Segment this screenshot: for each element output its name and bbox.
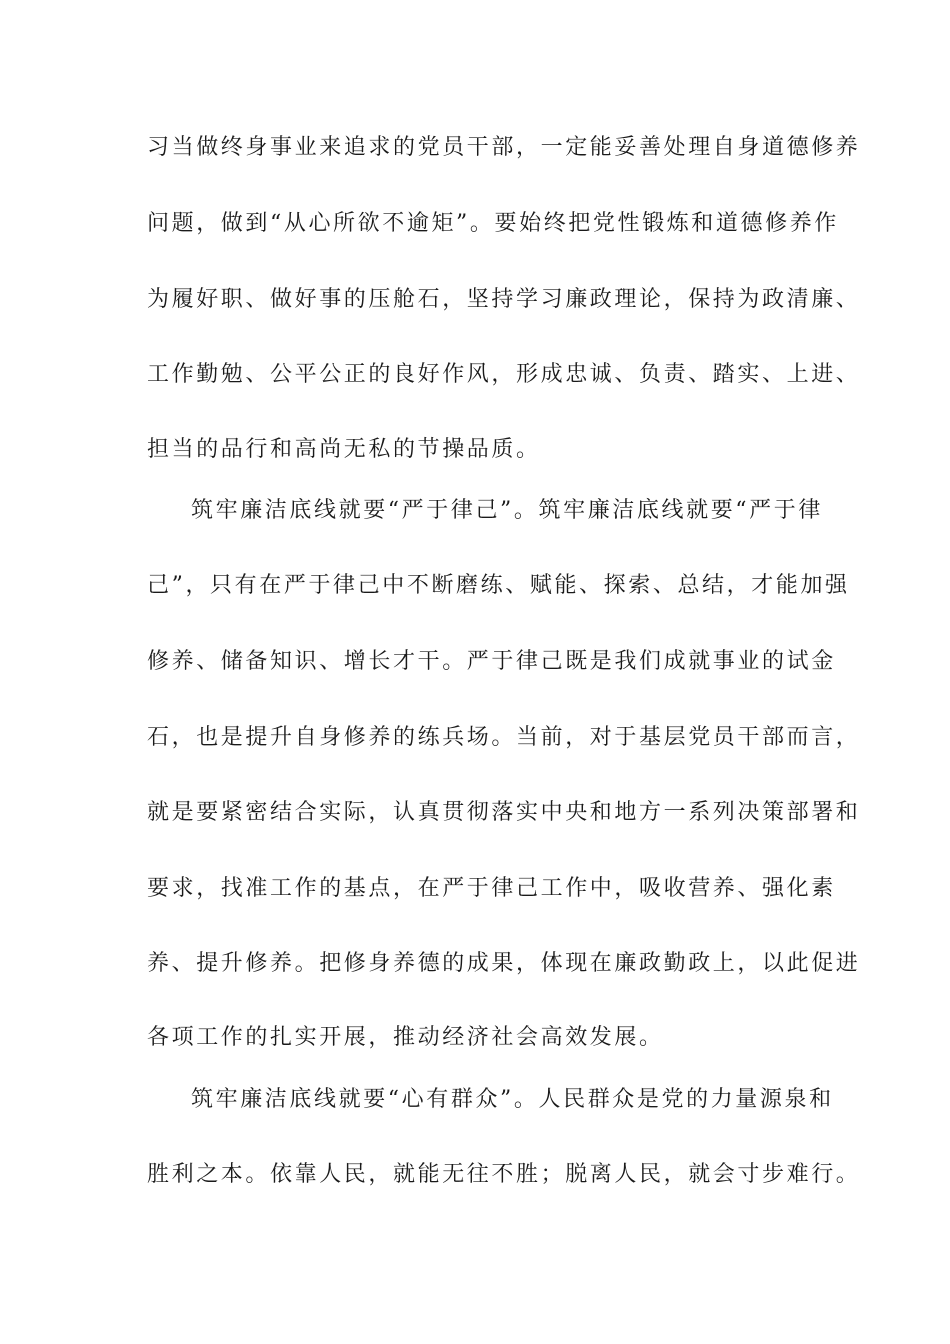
text-line: 问题，做到“从心所欲不逾矩”。要始终把党性锻炼和道德修养作 <box>147 211 839 236</box>
text-line: 为履好职、做好事的压舱石，坚持学习廉政理论，保持为政清廉、 <box>147 287 861 312</box>
text-line: 己”，只有在严于律己中不断磨练、赋能、探索、总结，才能加强 <box>147 573 850 598</box>
paragraph-first-line: 筑牢廉洁底线就要“心有群众”。人民群众是党的力量源泉和 <box>191 1087 834 1112</box>
text-line: 修养、储备知识、增长才干。严于律己既是我们成就事业的试金 <box>147 649 836 674</box>
text-line: 石，也是提升自身修养的练兵场。当前，对于基层党员干部而言， <box>147 725 861 750</box>
text-line: 要求，找准工作的基点，在严于律己工作中，吸收营养、强化素 <box>147 876 836 901</box>
text-line: 各项工作的扎实开展，推动经济社会高效发展。 <box>147 1025 664 1050</box>
text-line: 胜利之本。依靠人民，就能无往不胜；脱离人民，就会寸步难行。 <box>147 1162 861 1187</box>
text-line: 就是要紧密结合实际，认真贯彻落实中央和地方一系列决策部署和 <box>147 800 861 825</box>
text-line: 担当的品行和高尚无私的节操品质。 <box>147 437 541 462</box>
paragraph-first-line: 筑牢廉洁底线就要“严于律己”。筑牢廉洁底线就要“严于律 <box>191 498 823 523</box>
text-line: 习当做终身事业来追求的党员干部，一定能妥善处理自身道德修养 <box>147 135 861 160</box>
text-line: 养、提升修养。把修身养德的成果，体现在廉政勤政上，以此促进 <box>147 951 861 976</box>
text-line: 工作勤勉、公平公正的良好作风，形成忠诚、负责、踏实、上进、 <box>147 362 861 387</box>
